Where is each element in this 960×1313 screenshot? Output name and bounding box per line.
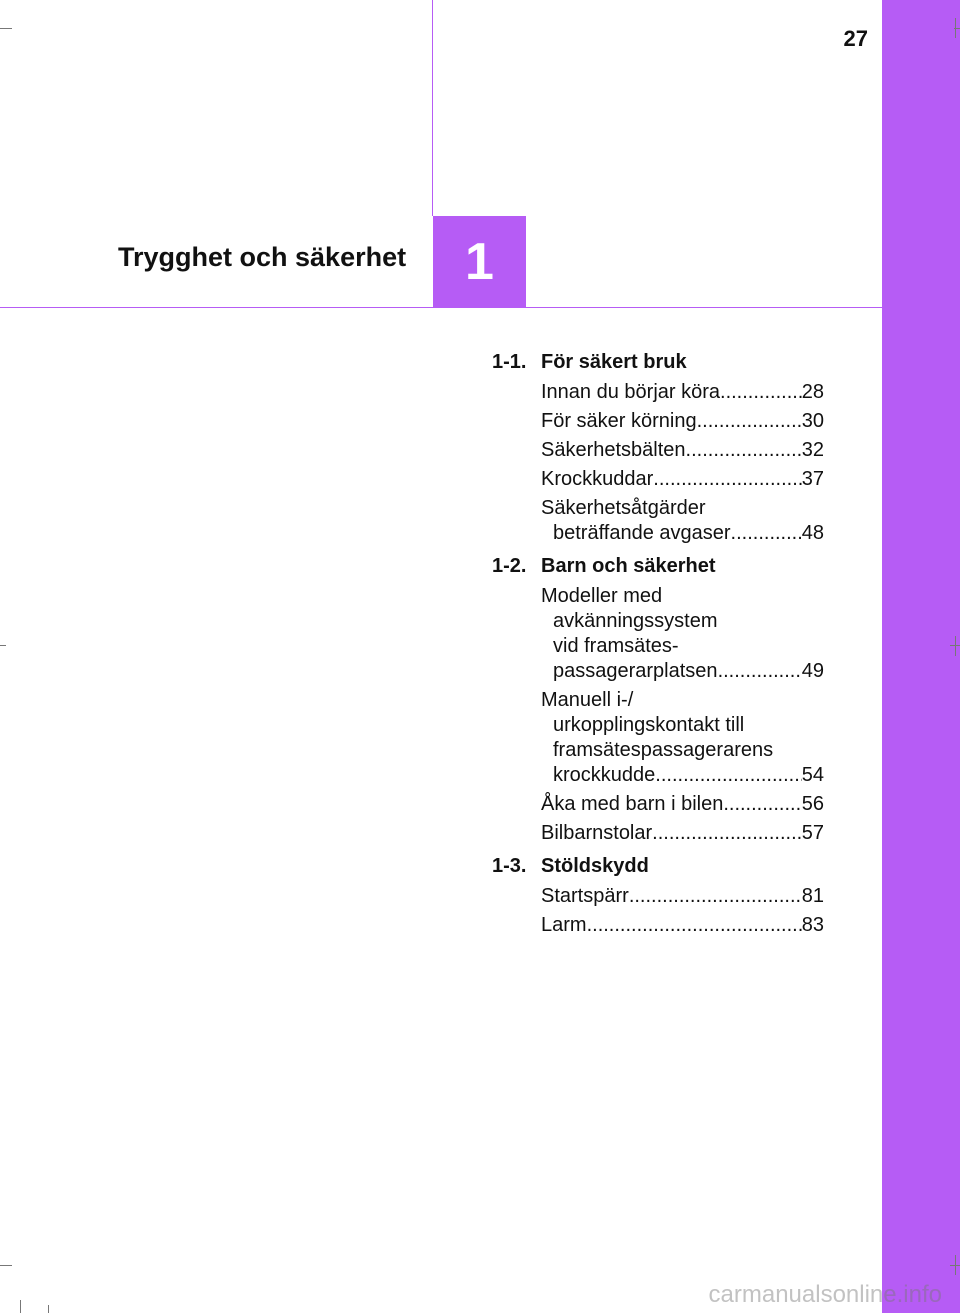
toc-entry-text: vid framsätes- — [553, 635, 679, 657]
toc-entry-page: 54 — [801, 764, 824, 786]
watermark: carmanualsonline.info — [708, 1281, 942, 1308]
toc-entry[interactable] — [541, 913, 824, 938]
toc-entry[interactable] — [541, 688, 824, 788]
crop-mark — [955, 18, 956, 38]
toc-section-title: För säkert bruk — [541, 351, 687, 373]
toc-entry-line — [541, 688, 824, 713]
toc-entry-text: framsätespassagerarens — [553, 739, 774, 761]
toc-entry-text: Säkerhetsåtgärder — [541, 497, 706, 519]
toc-entry[interactable] — [541, 792, 824, 817]
toc-entry-page: 48 — [801, 522, 824, 544]
header-vertical-rule — [432, 0, 433, 216]
toc-entry-text: Innan du börjar köra — [541, 381, 721, 403]
toc-entry-line — [541, 634, 824, 659]
toc-entry-line — [541, 821, 824, 846]
chapter-side-tab — [882, 0, 960, 1313]
toc-entry-page: 49 — [801, 660, 824, 682]
toc-entry-line — [541, 609, 824, 634]
toc-section-heading[interactable] — [492, 554, 824, 579]
toc-leader-dots — [587, 913, 802, 938]
toc-leader-dots — [718, 659, 802, 684]
crop-mark — [955, 636, 956, 656]
toc-entry-text: Larm — [541, 914, 587, 936]
section-spacer — [492, 942, 824, 946]
toc-entry-text: passagerarplatsen — [553, 660, 718, 682]
toc-entry-page: 28 — [801, 381, 824, 403]
toc-leader-dots — [653, 467, 801, 492]
toc-section-heading[interactable] — [492, 854, 824, 879]
toc-leader-dots — [697, 409, 802, 434]
toc-entry-line — [541, 584, 824, 609]
toc-section — [492, 854, 824, 946]
toc-entry-text: urkopplingskontakt till — [553, 714, 745, 736]
toc-section — [492, 350, 824, 554]
toc-entry-page: 56 — [801, 793, 824, 815]
toc-entry[interactable] — [541, 821, 824, 846]
toc-entry-page: 32 — [801, 439, 824, 461]
toc-leader-dots — [723, 792, 801, 817]
toc-leader-dots — [720, 380, 802, 405]
toc-entry-text: Krockkuddar — [541, 468, 654, 490]
toc-entry-text: Säkerhetsbälten — [541, 439, 686, 461]
toc-entry-line — [541, 713, 824, 738]
crop-mark — [0, 645, 6, 646]
table-of-contents — [492, 350, 824, 946]
crop-mark — [950, 645, 960, 646]
toc-entry[interactable] — [541, 884, 824, 909]
toc-entry-line — [541, 913, 824, 938]
toc-entry[interactable] — [541, 496, 824, 546]
toc-leader-dots — [731, 521, 802, 546]
toc-entry[interactable] — [541, 467, 824, 492]
toc-section-title: Stöldskydd — [541, 855, 649, 877]
toc-entry-line — [541, 467, 824, 492]
crop-mark — [20, 1300, 21, 1313]
toc-entry[interactable] — [541, 409, 824, 434]
toc-entry-text: Startspärr — [541, 885, 629, 907]
chapter-title: Trygghet och säkerhet — [118, 242, 407, 272]
toc-entry-line — [541, 496, 824, 521]
toc-entry-text: beträffande avgaser — [553, 522, 731, 544]
toc-entry-line — [541, 659, 824, 684]
crop-mark — [0, 1265, 12, 1266]
chapter-number: 1 — [465, 232, 494, 291]
toc-entry-text: Åka med barn i bilen — [541, 793, 724, 815]
toc-entry-line — [541, 884, 824, 909]
toc-entry[interactable] — [541, 584, 824, 684]
toc-entry[interactable] — [541, 380, 824, 405]
toc-entry-page: 30 — [801, 410, 824, 432]
toc-entry-page: 37 — [801, 468, 824, 490]
toc-section-number: 1-3. — [492, 855, 527, 877]
chapter-number-box — [433, 216, 526, 307]
header-horizontal-rule — [0, 307, 882, 308]
toc-section — [492, 554, 824, 854]
toc-entry-page: 81 — [801, 885, 824, 907]
crop-mark — [950, 1265, 960, 1266]
toc-leader-dots — [655, 763, 801, 788]
toc-leader-dots — [686, 438, 802, 463]
toc-section-heading[interactable] — [492, 350, 824, 375]
toc-entry[interactable] — [541, 438, 824, 463]
toc-entry-text: För säker körning — [541, 410, 697, 432]
crop-mark — [48, 1305, 49, 1313]
toc-entry-text: avkänningssystem — [553, 610, 718, 632]
toc-entry-page: 57 — [801, 822, 824, 844]
toc-section-title: Barn och säkerhet — [541, 555, 716, 577]
toc-entry-text: Manuell i-/ — [541, 689, 634, 711]
toc-entry-text: krockkudde — [553, 764, 656, 786]
toc-entry-line — [541, 438, 824, 463]
toc-leader-dots — [652, 821, 802, 846]
toc-entry-line — [541, 792, 824, 817]
toc-section-number: 1-1. — [492, 351, 527, 373]
toc-entry-line — [541, 738, 824, 763]
toc-entry-page: 83 — [801, 914, 824, 936]
toc-entry-text: Modeller med — [541, 585, 663, 607]
toc-entry-line — [541, 409, 824, 434]
toc-entry-line — [541, 763, 824, 788]
toc-entry-text: Bilbarnstolar — [541, 822, 653, 844]
toc-entry-line — [541, 521, 824, 546]
toc-leader-dots — [629, 884, 802, 909]
page-number: 27 — [843, 26, 868, 51]
toc-entry-line — [541, 380, 824, 405]
crop-mark — [0, 28, 12, 29]
toc-section-number: 1-2. — [492, 555, 527, 577]
